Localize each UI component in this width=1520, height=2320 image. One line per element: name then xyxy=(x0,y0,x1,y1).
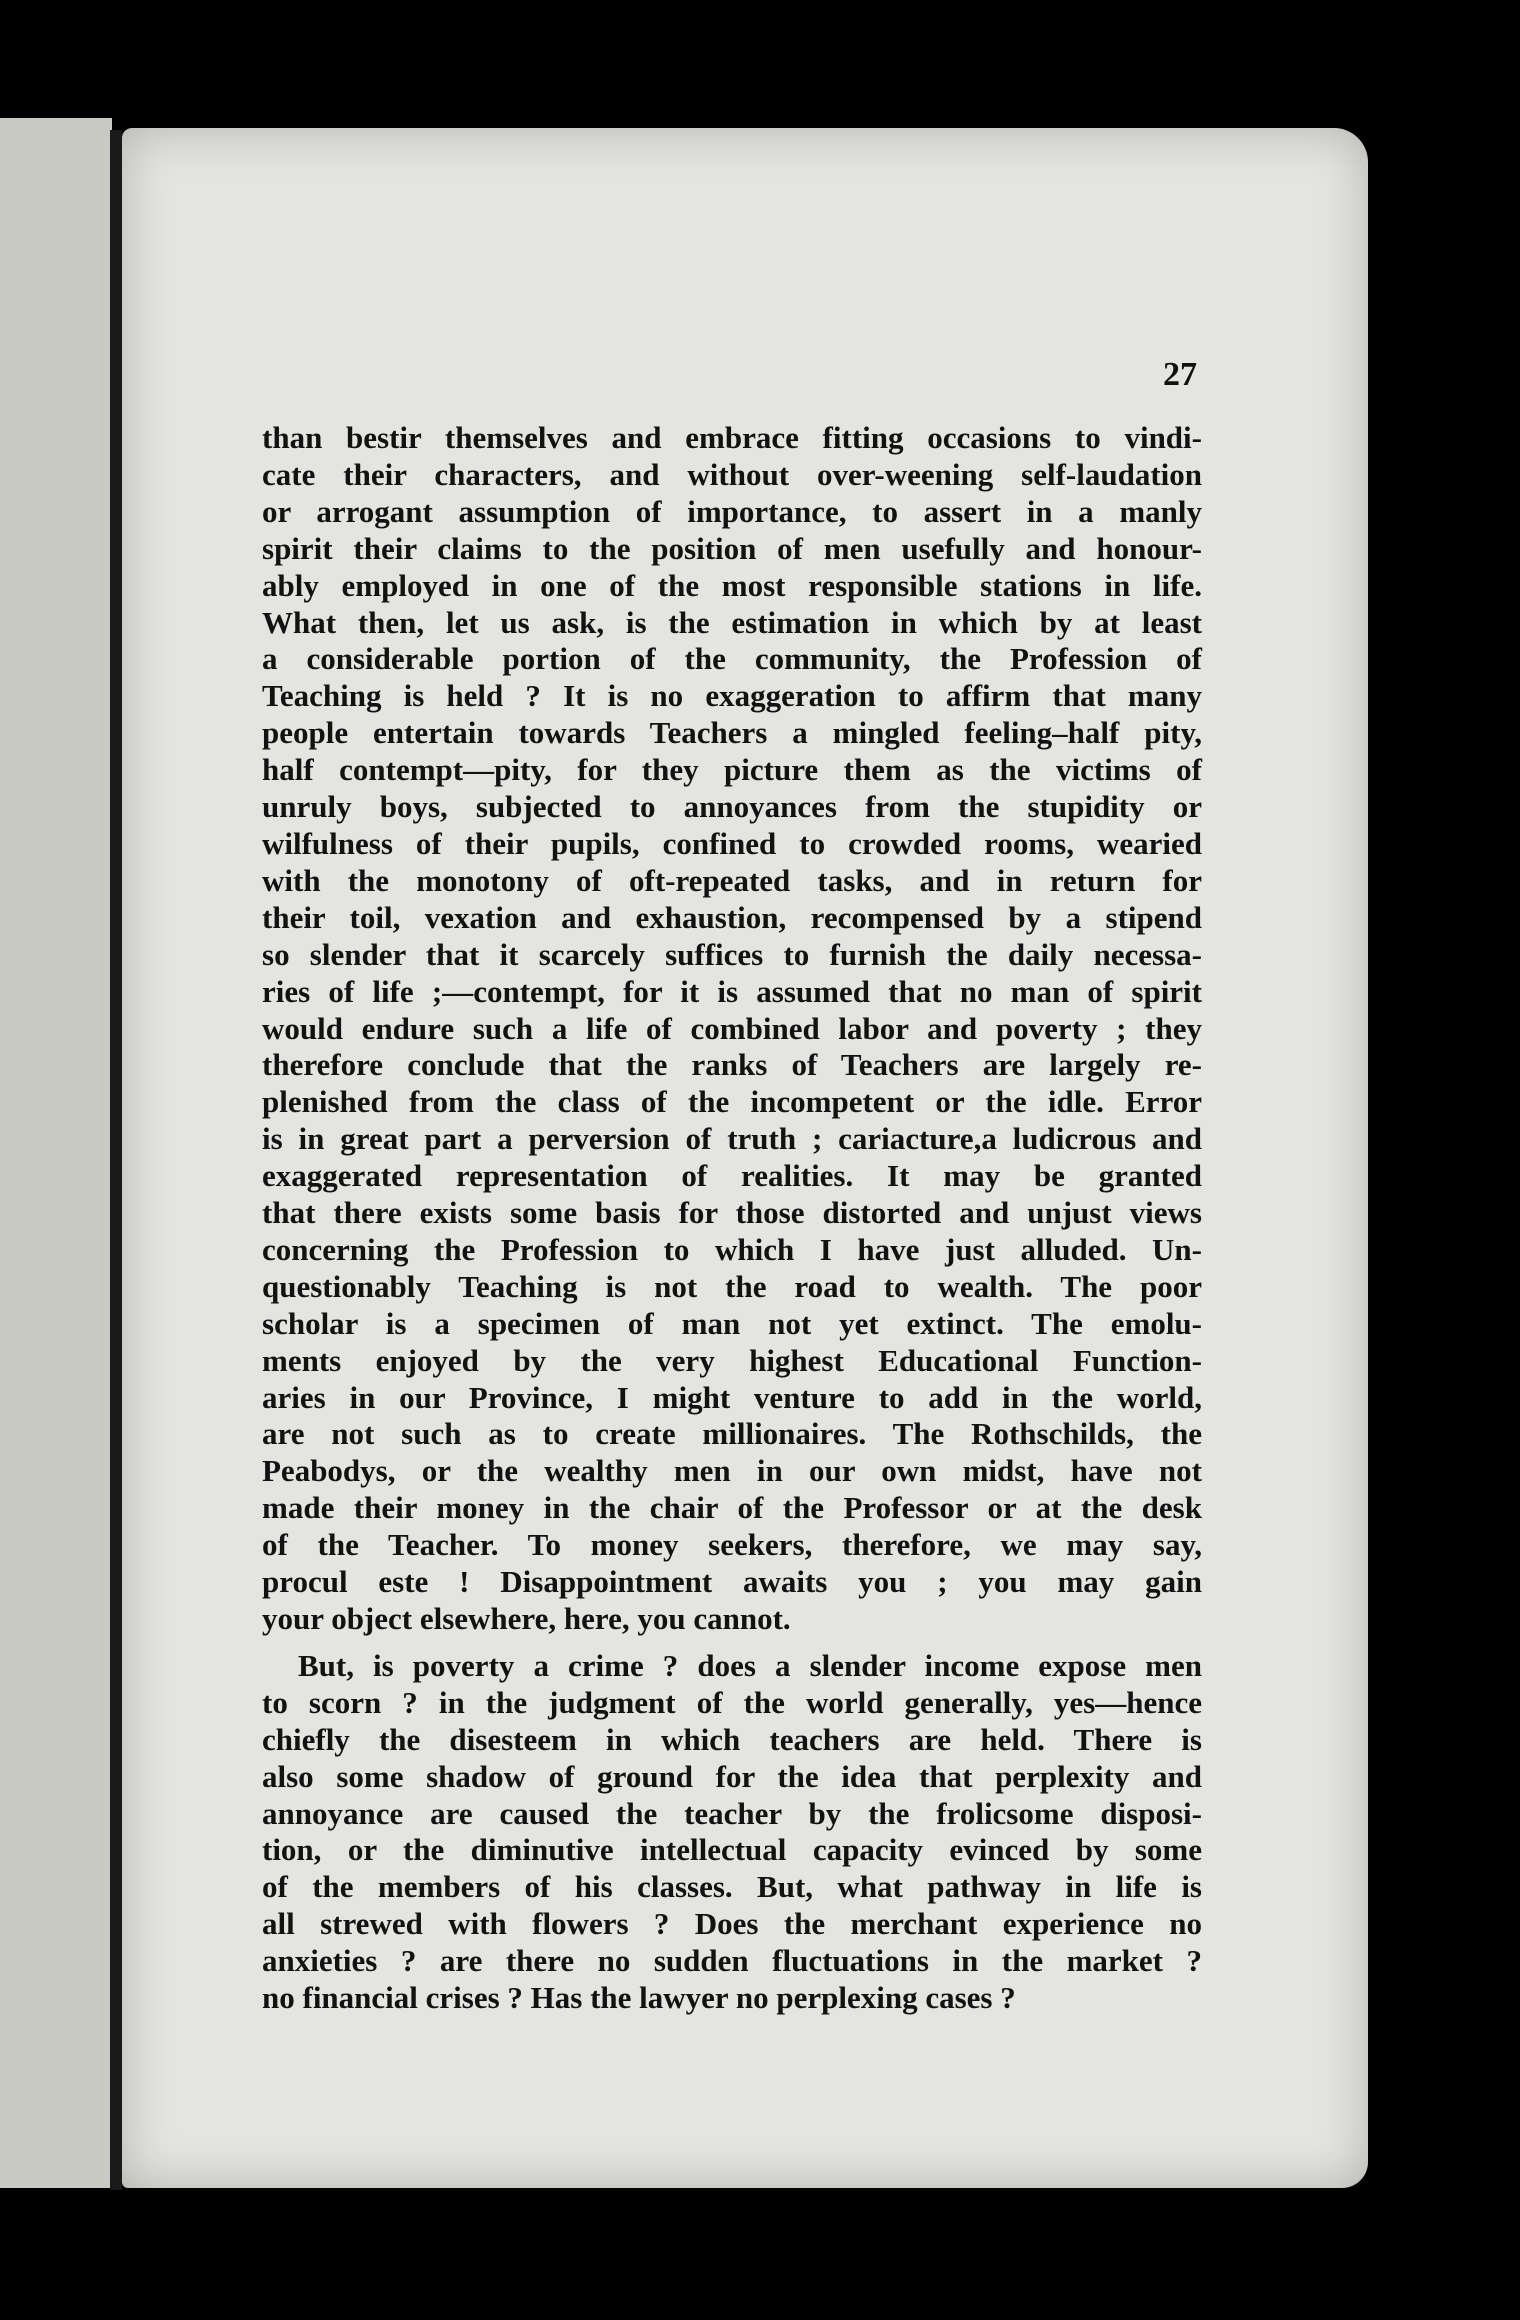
paragraph-2 xyxy=(262,1648,1202,2017)
text-line: tion, or the diminutive intellectual capacity evinced by some xyxy=(262,1832,1202,1868)
text-line: so slender that it scarcely suffices to furnish the daily necessa- xyxy=(262,936,1202,972)
page-number: 27 xyxy=(1163,356,1197,393)
text-line: half contempt—pity, for they picture them as the victims of xyxy=(262,752,1202,788)
text-line: to scorn ? in the judgment of the world generally, yes—hence xyxy=(262,1684,1202,1720)
text-line: But, is poverty a crime ? does a slender income expose men xyxy=(298,1647,1202,1683)
text-line: concerning the Profession to which I have just alluded. Un- xyxy=(262,1231,1202,1267)
text-line: that there exists some basis for those distorted and unjust views xyxy=(262,1195,1202,1231)
text-line: is in great part a perversion of truth ; cariacture,a ludicrous and xyxy=(262,1121,1202,1157)
text-line: your object elsewhere, here, you cannot. xyxy=(262,1601,791,1636)
text-line: procul este ! Disappointment awaits you ; you may gain xyxy=(262,1564,1202,1600)
facing-page-edge xyxy=(0,118,112,2188)
text-line: spirit their claims to the position of men usefully and honour- xyxy=(262,530,1202,566)
text-line: unruly boys, subjected to annoyances from the stupidity or xyxy=(262,789,1202,825)
paragraph-1 xyxy=(262,420,1202,1638)
text-line: of the members of his classes. But, what pathway in life is xyxy=(262,1869,1202,1905)
text-line: cate their characters, and without over-weening self-laudation xyxy=(262,456,1202,492)
text-line: made their money in the chair of the Professor or at the desk xyxy=(262,1490,1202,1526)
text-line: therefore conclude that the ranks of Teachers are largely re- xyxy=(262,1047,1202,1083)
text-line: a considerable portion of the community, the Profession of xyxy=(262,641,1202,677)
body-text xyxy=(262,420,1202,2017)
book-gutter xyxy=(110,130,122,2190)
text-line: people entertain towards Teachers a mingled feeling–half pity, xyxy=(262,715,1202,751)
text-line: also some shadow of ground for the idea that perplexity and xyxy=(262,1758,1202,1794)
text-line: chiefly the disesteem in which teachers are held. There is xyxy=(262,1721,1202,1757)
text-line: Peabodys, or the wealthy men in our own midst, have not xyxy=(262,1453,1202,1489)
text-line: are not such as to create millionaires. The Rothschilds, the xyxy=(262,1416,1202,1452)
text-line: annoyance are caused the teacher by the frolicsome disposi- xyxy=(262,1795,1202,1831)
text-line: of the Teacher. To money seekers, therefore, we may say, xyxy=(262,1527,1202,1563)
text-line: all strewed with flowers ? Does the merchant experience no xyxy=(262,1906,1202,1942)
text-line: no financial crises ? Has the lawyer no perplexing cases ? xyxy=(262,1980,1016,2016)
text-line: Teaching is held ? It is no exaggeration to affirm that many xyxy=(262,678,1202,714)
text-line: ries of life ;—contempt, for it is assumed that no man of spirit xyxy=(262,973,1202,1009)
text-line: than bestir themselves and embrace fitting occasions to vindi- xyxy=(262,420,1202,455)
text-line: aries in our Province, I might venture to add in the world, xyxy=(262,1379,1202,1415)
text-line: exaggerated representation of realities. It may be granted xyxy=(262,1158,1202,1194)
text-line: ments enjoyed by the very highest Educational Function- xyxy=(262,1342,1202,1378)
text-line: plenished from the class of the incompetent or the idle. Error xyxy=(262,1084,1202,1120)
text-line: or arrogant assumption of importance, to assert in a manly xyxy=(262,493,1202,529)
text-line: What then, let us ask, is the estimation in which by at least xyxy=(262,604,1202,640)
text-line: scholar is a specimen of man not yet extinct. The emolu- xyxy=(262,1305,1202,1341)
text-line: would endure such a life of combined labor and poverty ; they xyxy=(262,1010,1202,1046)
text-line: with the monotony of oft-repeated tasks, and in return for xyxy=(262,862,1202,898)
text-line: their toil, vexation and exhaustion, recompensed by a stipend xyxy=(262,899,1202,935)
text-line: wilfulness of their pupils, confined to crowded rooms, wearied xyxy=(262,825,1202,861)
text-line: anxieties ? are there no sudden fluctuations in the market ? xyxy=(262,1943,1202,1979)
text-line: ably employed in one of the most responsible stations in life. xyxy=(262,567,1202,603)
text-line: questionably Teaching is not the road to wealth. The poor xyxy=(262,1268,1202,1304)
